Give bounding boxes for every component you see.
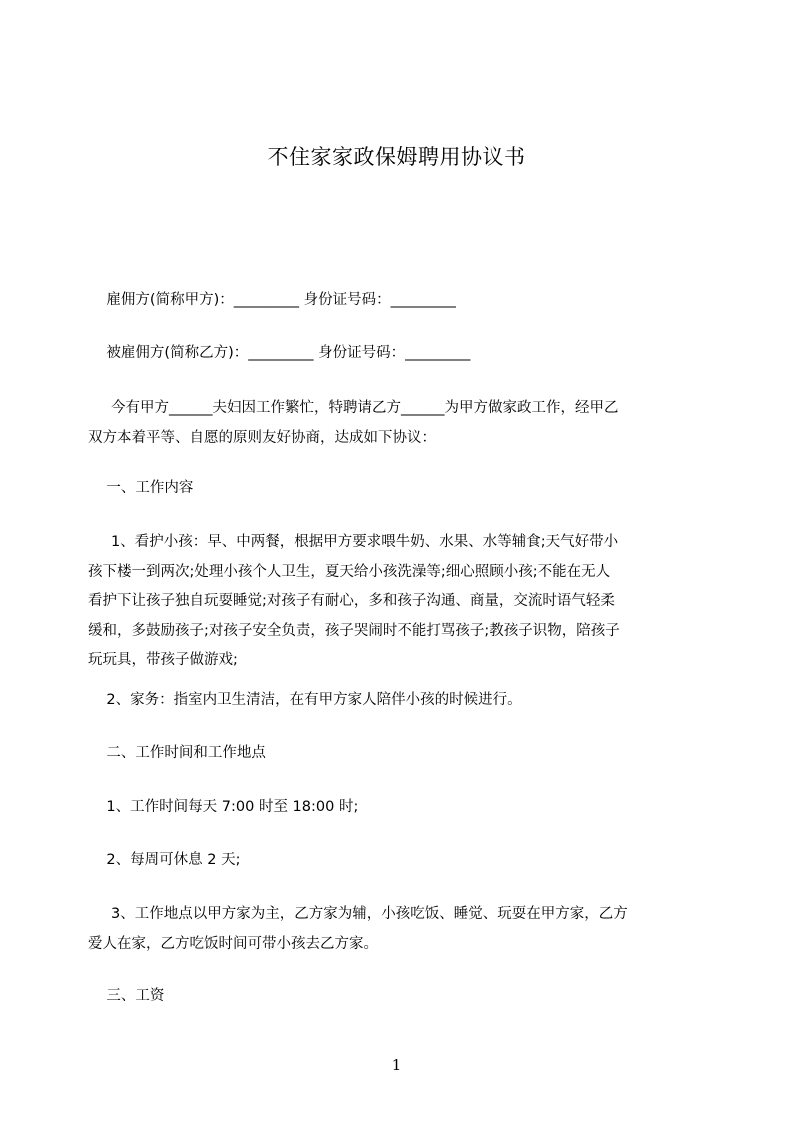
employer-line: 雇佣方(简称甲方)：_________ 身份证号码：_________ (88, 292, 456, 308)
intro-line: 今有甲方______夫妇因工作繁忙，特聘请乙方______为甲方做家政工作，经甲乙 (88, 400, 619, 416)
work-item-1-line: 玩玩具，带孩子做游戏; (88, 652, 238, 668)
work-item-1-line: 1、看护小孩：早、中两餐，根据甲方要求喂牛奶、水果、水等辅食;天气好带小 (88, 534, 619, 550)
time-item-2: 2、每周可休息 2 天; (88, 852, 241, 868)
work-item-1-line: 看护下让孩子独自玩耍睡觉;对孩子有耐心，多和孩子沟通、商量，交流时语气轻柔 (88, 593, 615, 609)
section-1-heading: 一、工作内容 (88, 480, 194, 496)
time-item-3-paragraph (88, 900, 709, 959)
time-item-3-line: 爱人在家，乙方吃饭时间可带小孩去乙方家。 (88, 935, 378, 952)
section-3-heading: 三、工资 (88, 988, 165, 1004)
intro-line: 双方本着平等、自愿的原则友好协商，达成如下协议： (88, 429, 436, 446)
section-2-heading: 二、工作时间和工作地点 (88, 745, 266, 761)
work-item-1-line: 缓和，多鼓励孩子;对孩子安全负责，孩子哭闹时不能打骂孩子;教孩子识物，陪孩子 (88, 622, 620, 639)
work-item-1-line: 孩下楼一到两次;处理小孩个人卫生，夏天给小孩洗澡等;细心照顾小孩;不能在无人 (88, 563, 611, 580)
intro-paragraph (88, 394, 709, 453)
time-item-3-line: 3、工作地点以甲方家为主，乙方家为辅，小孩吃饭、睡觉、玩耍在甲方家，乙方 (88, 906, 628, 922)
document-title: 不住家家政保姆聘用协议书 (267, 145, 526, 169)
work-item-2: 2、家务：指室内卫生清洁，在有甲方家人陪伴小孩的时候进行。 (88, 692, 522, 708)
employee-line: 被雇佣方(简称乙方)：_________ 身份证号码：_________ (88, 345, 471, 361)
page-number: 1 (391, 1056, 402, 1074)
work-item-1-paragraph (88, 528, 709, 676)
time-item-1: 1、工作时间每天 7:00 时至 18:00 时; (88, 799, 359, 815)
